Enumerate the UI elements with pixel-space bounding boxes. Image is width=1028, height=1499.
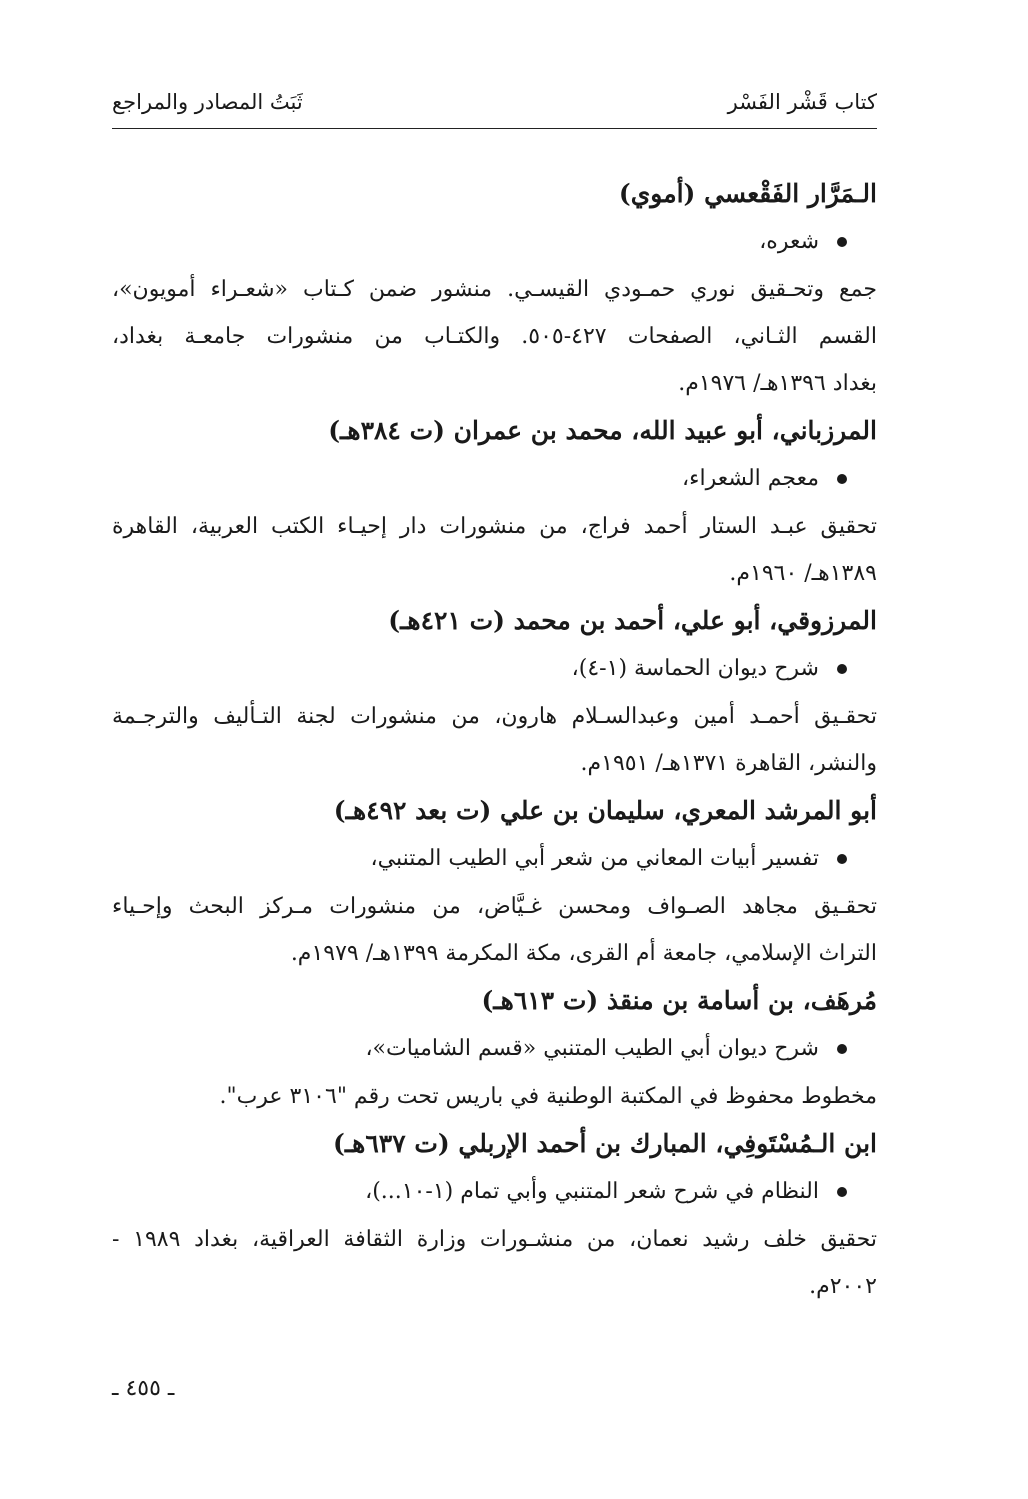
bullet-icon bbox=[837, 1044, 847, 1054]
entry-description bbox=[112, 1073, 877, 1120]
entry-description bbox=[112, 503, 877, 597]
entry-book-title-text: معجم الشعراء، bbox=[682, 466, 819, 491]
entry-description-line: تحقـيق أحمـد أمين وعبدالسـلام هارون، من منشورات لجنة التـأليف والترجـمة bbox=[112, 704, 877, 729]
entry-description-line: ١٣٨٩هـ/ ١٩٦٠م. bbox=[729, 561, 877, 586]
entry-description bbox=[112, 693, 877, 787]
header-divider bbox=[112, 128, 877, 129]
entry-book-title bbox=[112, 218, 877, 266]
entry-author: مُرهَف، بن أسامة بن منقذ (ت ٦١٣هـ) bbox=[481, 986, 877, 1015]
entry-description-line: تحقيق عبـد الستار أحمد فراج، من منشورات دار إحيـاء الكتب العربية، القاهرة bbox=[112, 514, 877, 539]
entry-book-title bbox=[112, 1025, 877, 1073]
bibliography-entry bbox=[112, 787, 877, 977]
entry-description-line: تحقـيق مجاهد الصـواف ومحسن غـيَّاض، من منشورات مـركز البحث وإحـياء bbox=[112, 894, 877, 919]
entry-description-line: بغداد ١٣٩٦هـ/ ١٩٧٦م. bbox=[678, 371, 877, 396]
entry-author: الـمَرَّار الفَقْعسي (أموي) bbox=[618, 179, 877, 208]
entry-description bbox=[112, 266, 877, 407]
running-header bbox=[112, 84, 877, 124]
entry-book-title-text: شعره، bbox=[759, 229, 819, 254]
bibliography-list bbox=[112, 170, 877, 1310]
entry-description-line: والنشر، القاهرة ١٣٧١هـ/ ١٩٥١م. bbox=[580, 751, 877, 776]
entry-book-title bbox=[112, 455, 877, 503]
entry-author: أبو المرشد المعري، سليمان بن علي (ت بعد ٤٩٢هـ) bbox=[333, 796, 877, 825]
bibliography-entry bbox=[112, 977, 877, 1120]
bibliography-entry bbox=[112, 597, 877, 787]
entry-description-line: القسم الثـاني، الصفحات ٤٢٧-٥٠٥. والكتـاب من منشورات جامعـة بغداد، bbox=[112, 324, 877, 349]
bibliography-entry bbox=[112, 1120, 877, 1310]
entry-description-line: التراث الإسلامي، جامعة أم القرى، مكة المكرمة ١٣٩٩هـ/ ١٩٧٩م. bbox=[290, 941, 877, 966]
bullet-icon bbox=[837, 854, 847, 864]
entry-book-title bbox=[112, 1168, 877, 1216]
section-title-header: ثَبَتُ المصادر والمراجع bbox=[112, 90, 303, 114]
bibliography-entry bbox=[112, 170, 877, 407]
entry-book-title-text: النظام في شرح شعر المتنبي وأبي تمام (١-١٠...)، bbox=[365, 1179, 819, 1204]
bullet-icon bbox=[837, 474, 847, 484]
entry-book-title-text: تفسير أبيات المعاني من شعر أبي الطيب المتنبي، bbox=[370, 846, 819, 871]
entry-book-title bbox=[112, 835, 877, 883]
page-number: ـ ٤٥٥ ـ bbox=[112, 1376, 175, 1401]
bullet-icon bbox=[837, 237, 847, 247]
entry-book-title-text: شرح ديوان الحماسة (١-٤)، bbox=[571, 656, 819, 681]
entry-description-line: مخطوط محفوظ في المكتبة الوطنية في باريس تحت رقم "٣١٠٦ عرب". bbox=[219, 1084, 877, 1109]
entry-description bbox=[112, 883, 877, 977]
entry-description-line: تحقيق خلف رشيد نعمان، من منشـورات وزارة الثقافة العراقية، بغداد ١٩٨٩ - bbox=[112, 1227, 877, 1252]
entry-author: المرزوقي، أبو علي، أحمد بن محمد (ت ٤٢١هـ) bbox=[388, 606, 877, 635]
entry-author: ابن الـمُسْتَوفِي، المبارك بن أحمد الإربلي (ت ٦٣٧هـ) bbox=[333, 1129, 877, 1158]
entry-book-title bbox=[112, 645, 877, 693]
entry-description bbox=[112, 1216, 877, 1310]
bibliography-entry bbox=[112, 407, 877, 597]
entry-book-title-text: شرح ديوان أبي الطيب المتنبي «قسم الشاميات»، bbox=[365, 1036, 819, 1061]
entry-description-line: ٢٠٠٢م. bbox=[809, 1274, 877, 1299]
book-title-header: كتاب قَشْر الفَسْر bbox=[727, 90, 877, 114]
bullet-icon bbox=[837, 1187, 847, 1197]
entry-author: المرزباني، أبو عبيد الله، محمد بن عمران (ت ٣٨٤هـ) bbox=[328, 416, 877, 445]
entry-description-line: جمع وتحـقيق نوري حمـودي القيسـي. منشور ضمن كـتاب «شعـراء أمويون»، bbox=[112, 277, 877, 302]
bullet-icon bbox=[837, 664, 847, 674]
